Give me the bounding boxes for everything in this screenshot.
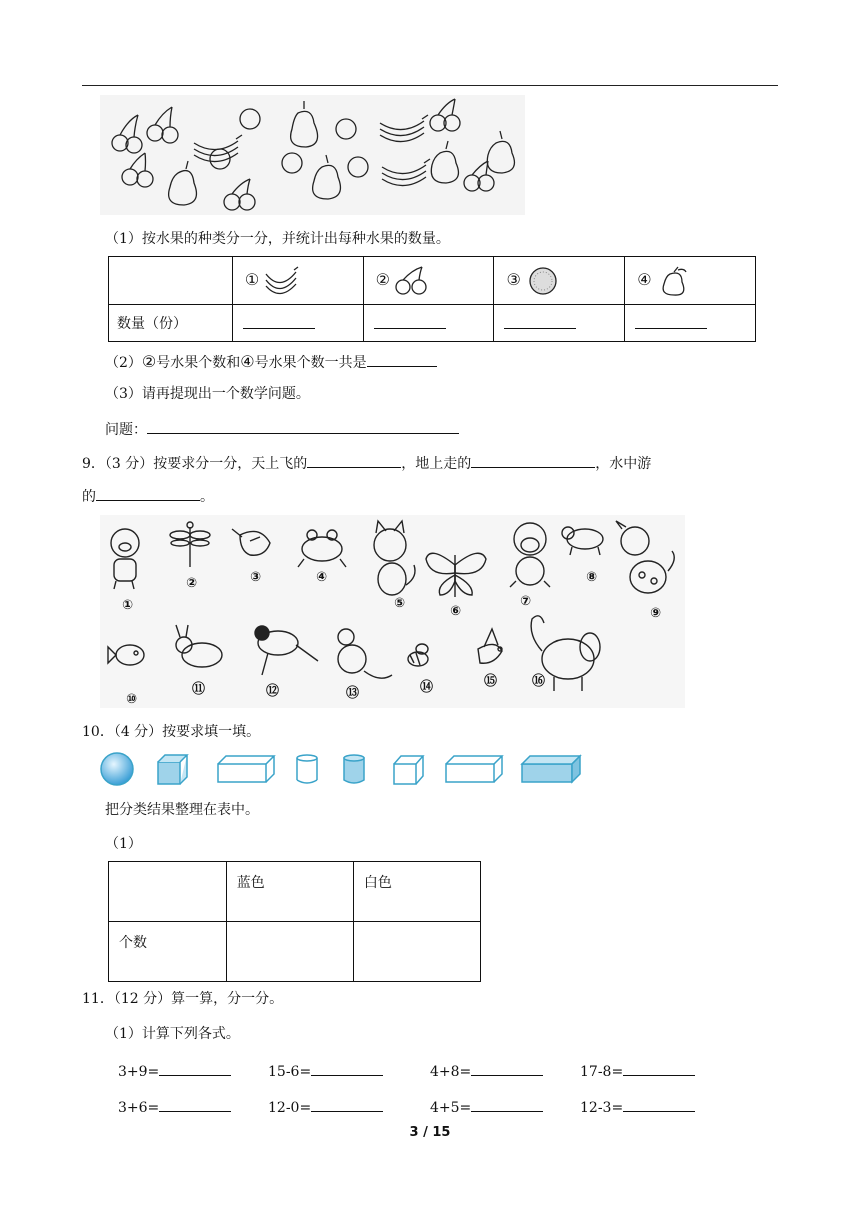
white-cube-icon <box>394 756 423 784</box>
pear-icon <box>656 266 692 296</box>
q9-text-d: 的 <box>82 489 96 505</box>
q10-sub1: （1） <box>105 836 142 852</box>
fruit-col-pear <box>625 257 756 305</box>
q8-sub2-num-a: ② <box>141 352 157 371</box>
animal-label: ④ <box>316 570 328 585</box>
equation-text: 3+9= <box>118 1064 160 1080</box>
q10-instruction: 把分类结果整理在表中。 <box>105 802 259 818</box>
white-cuboid-icon <box>446 756 502 782</box>
blue-cuboid-icon <box>522 756 580 782</box>
question-label: 问题： <box>105 422 147 438</box>
fly-blank[interactable] <box>307 452 401 468</box>
equation-text: 4+5= <box>430 1100 472 1116</box>
animal-label: ⑨ <box>650 606 662 621</box>
color-table-corner <box>109 862 227 922</box>
banana-icon <box>264 266 300 296</box>
q9-text-e: 。 <box>200 489 214 505</box>
equation <box>580 1096 695 1118</box>
answer-blank[interactable] <box>623 1060 695 1076</box>
q8-sub2-end: 号水果个数一共是 <box>254 355 367 371</box>
animal-label: ⑤ <box>394 596 406 611</box>
swim-blank[interactable] <box>96 485 200 501</box>
animal-label: ⑯ <box>532 674 546 689</box>
question-blank[interactable] <box>147 418 459 434</box>
animal-label: ⑦ <box>520 594 532 609</box>
animal-label: ⑧ <box>586 570 598 585</box>
q9-line2 <box>82 485 214 507</box>
fruit-col-num: ④ <box>637 269 652 289</box>
equation-text: 17-8= <box>580 1064 624 1080</box>
color-count-table <box>108 861 481 982</box>
fruit-col-banana <box>232 257 363 305</box>
equation-text: 12-0= <box>268 1100 312 1116</box>
answer-blank[interactable] <box>311 1096 383 1112</box>
header-rule <box>82 85 778 86</box>
animal-label: ⑥ <box>450 604 462 619</box>
animal-label: ⑬ <box>346 686 360 701</box>
cherry-icon <box>394 266 430 296</box>
q8-question <box>105 418 459 440</box>
animal-label: ⑮ <box>484 674 498 689</box>
blue-cube-icon <box>158 755 187 784</box>
q8-sub2 <box>105 351 437 373</box>
white-cuboid-icon <box>218 756 274 782</box>
orange-count-blank[interactable] <box>504 313 576 329</box>
banana-count-blank[interactable] <box>243 313 315 329</box>
orange-icon <box>525 266 561 296</box>
q8-sub1: （1）按水果的种类分一分，并统计出每种水果的数量。 <box>105 231 450 247</box>
q9-text-a: 9．（3 分）按要求分一分，天上飞的 <box>82 456 308 472</box>
fruit-col-orange <box>494 257 625 305</box>
answer-blank[interactable] <box>311 1060 383 1076</box>
animal-label: ⑫ <box>266 684 280 699</box>
white-count-cell[interactable] <box>353 922 480 982</box>
animal-label: ⑩ <box>126 692 138 707</box>
equation <box>430 1096 543 1118</box>
fruit-count-table <box>108 256 756 342</box>
q8-sub3: （3）请再提现出一个数学问题。 <box>105 386 310 402</box>
q11-title: 11．（12 分）算一算，分一分。 <box>82 991 284 1007</box>
fruit-row-label: 数量（份） <box>109 305 233 342</box>
animal-label: ② <box>186 576 198 591</box>
color-col-blue: 蓝色 <box>226 862 353 922</box>
animal-label: ③ <box>250 570 262 585</box>
fruit-col-num: ② <box>375 269 391 289</box>
blue-cylinder-icon <box>344 755 364 783</box>
answer-blank[interactable] <box>159 1096 231 1112</box>
animal-label: ① <box>122 598 134 613</box>
pear-count-blank[interactable] <box>635 313 707 329</box>
q8-sub2-mid: 号水果个数和 <box>156 355 241 371</box>
fruit-col-num: ① <box>244 269 260 289</box>
q11-sub1: （1）计算下列各式。 <box>105 1026 240 1042</box>
animal-label: ⑭ <box>420 680 434 695</box>
equation <box>580 1060 695 1082</box>
answer-blank[interactable] <box>623 1096 695 1112</box>
equation-text: 15-6= <box>268 1064 312 1080</box>
equation <box>268 1060 383 1082</box>
equation-text: 4+8= <box>430 1064 472 1080</box>
answer-blank[interactable] <box>471 1060 543 1076</box>
q9-text-b: ，地上走的 <box>401 456 472 472</box>
animals-picture <box>100 515 685 708</box>
equation-text: 3+6= <box>118 1100 160 1116</box>
equation <box>118 1096 231 1118</box>
animal-label: ⑪ <box>192 682 206 697</box>
cherry-count-blank[interactable] <box>374 313 446 329</box>
q9-line1 <box>82 452 651 474</box>
white-cylinder-icon <box>297 755 317 783</box>
color-col-white: 白色 <box>353 862 480 922</box>
equation <box>430 1060 543 1082</box>
answer-blank[interactable] <box>471 1096 543 1112</box>
shapes-row <box>98 750 588 788</box>
fruit-col-num: ③ <box>506 269 521 289</box>
fruit-col-cherry <box>363 257 494 305</box>
equation-text: 12-3= <box>580 1100 624 1116</box>
q8-sub2-blank[interactable] <box>367 351 437 367</box>
walk-blank[interactable] <box>471 452 595 468</box>
q8-sub2-prefix: （2） <box>105 355 142 371</box>
blue-count-cell[interactable] <box>226 922 353 982</box>
q9-text-c: ，水中游 <box>595 456 652 472</box>
fruit-picture <box>100 95 525 215</box>
answer-blank[interactable] <box>159 1060 231 1076</box>
sphere-icon <box>101 753 133 785</box>
q10-title: 10．（4 分）按要求填一填。 <box>82 724 261 740</box>
fruit-table-corner <box>109 257 233 305</box>
equation <box>118 1060 231 1082</box>
page-number: 3 / 15 <box>409 1125 451 1140</box>
color-row-label: 个数 <box>109 922 227 982</box>
equation <box>268 1096 383 1118</box>
q8-sub2-num-b: ④ <box>240 352 255 371</box>
